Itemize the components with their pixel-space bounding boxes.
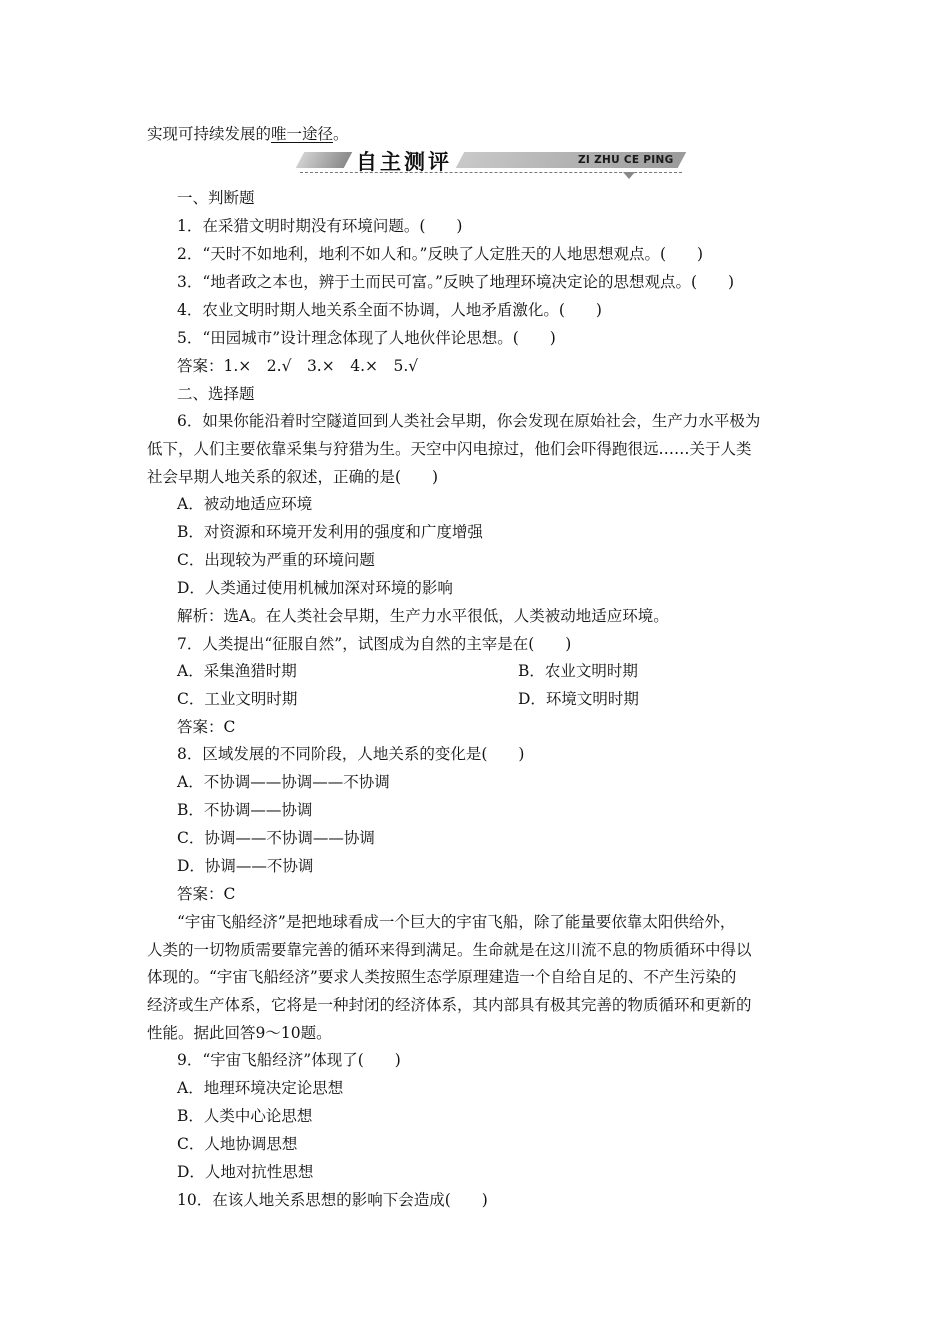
q8-answer: 答案：C [177,885,236,903]
passage-line-5: 性能。据此回答9～10题。 [147,1024,332,1042]
q9-option-b: B．人类中心论思想 [177,1107,313,1125]
q6-stem-line-1: 6．如果你能沿着时空隧道回到人类社会早期，你会发现在原始社会，生产力水平极为 [177,412,761,430]
q8-option-d: D．协调——不协调 [177,857,314,875]
passage-line-3: 体现的。“宇宙飞船经济”要求人类按照生态学原理建造一个自给自足的、不产生污染的 [147,968,737,986]
judgment-item-4: 4．农业文明时期人地关系全面不协调，人地矛盾激化。( ) [177,301,602,319]
judgment-item-5: 5．“田园城市”设计理念体现了人地伙伴论思想。( ) [177,329,556,347]
q7-answer: 答案：C [177,718,236,736]
q10-stem: 10．在该人地关系思想的影响下会造成( ) [177,1191,488,1209]
q8-option-c: C．协调——不协调——协调 [177,829,375,847]
q6-stem-line-3: 社会早期人地关系的叙述，正确的是( ) [147,468,439,486]
section-banner [300,149,685,181]
q8-option-a: A．不协调——协调——不协调 [177,773,390,791]
q7-option-c: C．工业文明时期 [177,690,298,708]
q8-stem: 8．区域发展的不同阶段，人地关系的变化是( ) [177,745,525,763]
q6-option-a: A．被动地适应环境 [177,495,313,513]
intro-tail-pre: 实现可持续发展的 [147,125,272,143]
q9-option-a: A．地理环境决定论思想 [177,1079,344,1097]
intro-tail-underlined: 唯一途径 [271,125,334,143]
q7-option-a: A．采集渔猎时期 [177,662,297,680]
q9-option-d: D．人地对抗性思想 [177,1163,314,1181]
section1-heading: 一、判断题 [177,189,255,207]
intro-tail-post: 。 [333,125,349,143]
q6-analysis: 解析：选A。在人类社会早期，生产力水平很低，人类被动地适应环境。 [177,607,669,625]
intro-tail-line [147,124,349,144]
section2-heading: 二、选择题 [177,385,255,403]
passage-line-1: “宇宙飞船经济”是把地球看成一个巨大的宇宙飞船，除了能量要依靠太阳供给外， [177,913,736,931]
q7-option-b: B．农业文明时期 [518,662,638,680]
banner-pinyin: ZI ZHU CE PING [578,154,674,166]
q9-stem: 9．“宇宙飞船经济”体现了( ) [177,1051,401,1069]
passage-line-4: 经济或生产体系，它将是一种封闭的经济体系，其内部具有极其完善的物质循环和更新的 [147,996,752,1014]
q6-option-d: D．人类通过使用机械加深对环境的影响 [177,579,453,597]
q6-option-b: B．对资源和环境开发利用的强度和广度增强 [177,523,483,541]
q6-option-c: C．出现较为严重的环境问题 [177,551,375,569]
q8-option-b: B．不协调——协调 [177,801,313,819]
q6-stem-line-2: 低下，人们主要依靠采集与狩猎为生。天空中闪电掠过，他们会吓得跑很远……关于人类 [147,440,752,458]
banner-notch-icon [623,172,635,179]
banner-title: 自主测评 [356,150,452,174]
section1-answer: 答案：1.× 2.√ 3.× 4.× 5.√ [177,357,419,375]
judgment-item-3: 3．“地者政之本也，辨于土而民可富。”反映了地理环境决定论的思想观点。( ) [177,273,735,291]
passage-line-2: 人类的一切物质需要靠完善的循环来得到满足。生命就是在这川流不息的物质循环中得以 [147,941,752,959]
judgment-item-1: 1．在采猎文明时期没有环境问题。( ) [177,217,463,235]
judgment-item-2: 2．“天时不如地利，地利不如人和。”反映了人定胜天的人地思想观点。( ) [177,245,704,263]
banner-left-bar [296,152,353,168]
q7-option-d: D．环境文明时期 [518,690,639,708]
q7-stem: 7．人类提出“征服自然”，试图成为自然的主宰是在( ) [177,635,572,653]
q9-option-c: C．人地协调思想 [177,1135,298,1153]
